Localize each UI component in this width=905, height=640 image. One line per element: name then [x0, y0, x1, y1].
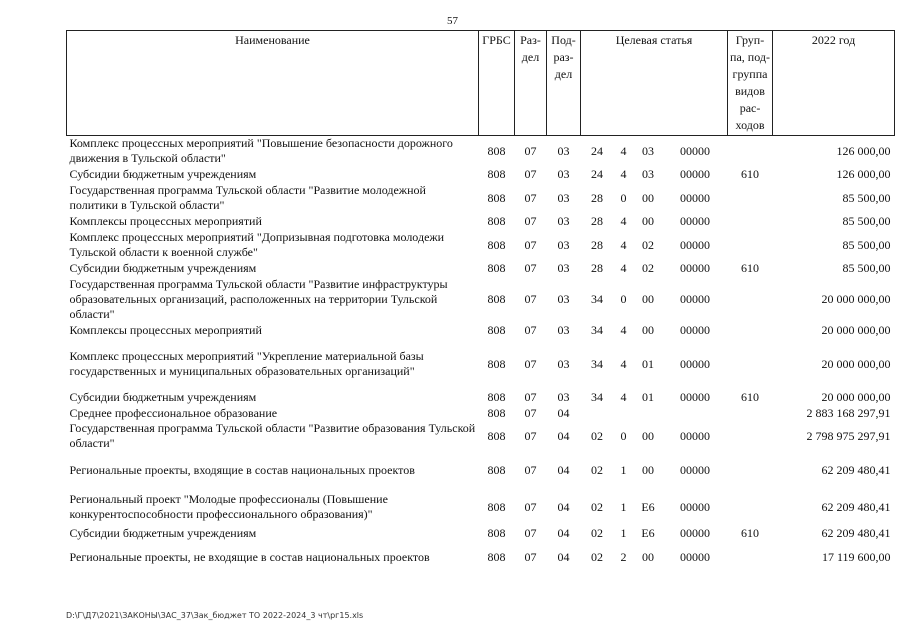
- cell-target-direction: 00000: [680, 549, 710, 564]
- cell-podrazdel: 03: [557, 323, 570, 337]
- cell-grbs: 808: [487, 499, 506, 514]
- cell-amount: 2 798 975 297,91: [806, 428, 891, 443]
- cell-grbs: 808: [487, 462, 506, 477]
- cell-target-type: [614, 406, 634, 421]
- cell-target-type: 1: [620, 462, 627, 477]
- cell-target-subprogram: Е6: [641, 526, 655, 540]
- cell-expense-group: 610: [741, 261, 760, 275]
- cell-podrazdel: 03: [557, 292, 570, 306]
- cell-amount: 62 209 480,41: [821, 526, 891, 540]
- cell-expense-group: [728, 489, 773, 525]
- cell-target-program: 34: [591, 292, 603, 306]
- cell-name: Комплексы процессных мероприятий: [69, 214, 262, 228]
- table-row: [67, 213, 895, 230]
- cell-amount: 20 000 000,00: [821, 356, 891, 371]
- cell-target-type: 4: [620, 167, 627, 181]
- cell-podrazdel: 03: [557, 261, 570, 275]
- cell-target-direction: 00000: [680, 167, 710, 181]
- cell-expense-group: [728, 339, 773, 389]
- cell-grbs: 808: [487, 406, 506, 420]
- cell-podrazdel: 04: [557, 526, 570, 540]
- header-year: 2022 год: [773, 31, 895, 136]
- cell-amount: 62 209 480,41: [821, 462, 891, 477]
- cell-target-direction: 00000: [680, 323, 710, 337]
- header-grbs: ГРБС: [479, 31, 515, 136]
- cell-target-direction: 00000: [680, 237, 710, 252]
- cell-name: Региональный проект "Молодые профессионалы (Повышение конкурентоспособности профессионального образования)": [69, 492, 388, 521]
- cell-podrazdel: 03: [557, 390, 570, 404]
- table-header-row: [67, 31, 895, 136]
- cell-name: Государственная программа Тульской области "Развитие молодежной политики в Тульской области": [69, 183, 426, 212]
- cell-target-direction: 00000: [680, 190, 710, 205]
- cell-target-subprogram: 01: [642, 390, 654, 404]
- budget-table: [66, 30, 895, 572]
- cell-podrazdel: 04: [557, 499, 570, 514]
- cell-razdel: 07: [524, 237, 537, 252]
- cell-amount: 62 209 480,41: [821, 499, 891, 514]
- cell-target-subprogram: 00: [642, 428, 654, 443]
- cell-target-program: 28: [591, 261, 603, 275]
- cell-amount: 126 000,00: [836, 167, 891, 181]
- cell-name: Комплекс процессных мероприятий "Допризывная подготовка молодежи Тульской области к военной службе": [69, 230, 445, 259]
- cell-target-program: 24: [591, 143, 603, 158]
- cell-target-direction: 00000: [680, 143, 710, 158]
- cell-expense-group: [728, 183, 773, 213]
- cell-target-subprogram: 01: [642, 356, 654, 371]
- cell-target-subprogram: 00: [642, 190, 654, 205]
- cell-razdel: 07: [524, 167, 537, 181]
- cell-name: Региональные проекты, входящие в состав национальных проектов: [69, 462, 415, 477]
- cell-target-direction: 00000: [680, 462, 710, 477]
- cell-razdel: 07: [524, 549, 537, 564]
- cell-target-program: 28: [591, 237, 603, 252]
- table-row: [67, 277, 895, 322]
- cell-amount: 2 883 168 297,91: [806, 406, 891, 420]
- cell-target-type: 0: [620, 190, 627, 205]
- cell-amount: 17 119 600,00: [821, 549, 891, 564]
- cell-target-type: 4: [620, 356, 627, 371]
- cell-podrazdel: 04: [557, 549, 570, 564]
- cell-target-direction: 00000: [680, 292, 710, 306]
- cell-target-subprogram: 00: [642, 549, 654, 564]
- cell-expense-group: [728, 213, 773, 230]
- cell-grbs: 808: [487, 190, 506, 205]
- cell-target-type: 0: [620, 428, 627, 443]
- cell-target-type: 0: [620, 292, 627, 306]
- cell-razdel: 07: [524, 292, 537, 306]
- table-row: [67, 451, 895, 489]
- cell-name: Субсидии бюджетным учреждениям: [69, 390, 257, 404]
- cell-target-direction: 00000: [680, 526, 710, 540]
- header-target-article: Целевая статья: [581, 31, 728, 136]
- cell-podrazdel: 04: [557, 406, 570, 420]
- table-row: [67, 542, 895, 572]
- table-row: [67, 322, 895, 339]
- cell-amount: 85 500,00: [842, 190, 891, 205]
- cell-grbs: 808: [487, 428, 506, 443]
- cell-target-direction: [663, 406, 728, 421]
- cell-target-type: 1: [620, 499, 627, 514]
- cell-grbs: 808: [487, 549, 506, 564]
- table-row: [67, 421, 895, 451]
- cell-target-program: 28: [591, 214, 603, 228]
- cell-target-type: 4: [620, 237, 627, 252]
- header-name: Наименование: [67, 31, 479, 136]
- table-row: [67, 230, 895, 260]
- table-body: [67, 136, 895, 573]
- cell-name: Среднее профессиональное образование: [69, 406, 278, 420]
- cell-podrazdel: 03: [557, 190, 570, 205]
- cell-razdel: 07: [524, 428, 537, 443]
- cell-target-subprogram: 00: [642, 214, 654, 228]
- table-row: [67, 183, 895, 213]
- cell-name: Комплекс процессных мероприятий "Повышение безопасности дорожного движения в Тульской области": [69, 136, 453, 165]
- cell-razdel: 07: [524, 356, 537, 371]
- cell-target-type: 2: [620, 549, 627, 564]
- cell-name: Комплексы процессных мероприятий: [69, 323, 262, 337]
- cell-name: Субсидии бюджетным учреждениям: [69, 167, 257, 181]
- cell-target-type: 1: [620, 526, 627, 540]
- cell-target-program: 28: [591, 190, 603, 205]
- cell-expense-group: [728, 542, 773, 572]
- cell-expense-group: 610: [741, 526, 760, 540]
- cell-target-subprogram: 03: [642, 167, 654, 181]
- cell-podrazdel: 03: [557, 167, 570, 181]
- cell-amount: 126 000,00: [836, 143, 891, 158]
- cell-expense-group: [728, 230, 773, 260]
- cell-target-program: 02: [591, 462, 603, 477]
- table-row: [67, 166, 895, 183]
- cell-target-program: 02: [591, 499, 603, 514]
- cell-target-direction: 00000: [680, 499, 710, 514]
- cell-razdel: 07: [524, 190, 537, 205]
- cell-podrazdel: 03: [557, 214, 570, 228]
- cell-target-subprogram: 00: [642, 292, 654, 306]
- header-razdel: Раз- дел: [515, 31, 547, 136]
- header-podrazdel: Под- раз- дел: [547, 31, 581, 136]
- cell-target-subprogram: 00: [642, 323, 654, 337]
- cell-amount: 20 000 000,00: [821, 292, 891, 306]
- cell-razdel: 07: [524, 499, 537, 514]
- cell-target-program: 02: [591, 526, 603, 540]
- cell-expense-group: [728, 451, 773, 489]
- cell-target-type: 4: [620, 323, 627, 337]
- table-row: [67, 489, 895, 525]
- cell-target-type: 4: [620, 261, 627, 275]
- cell-podrazdel: 03: [557, 143, 570, 158]
- file-path-footer: D:\Г\Д7\2021\ЗАКОНЫ\ЗАС_37\Зак_бюджет ТО 2022-2024_3 чт\рг15.xls: [66, 611, 364, 620]
- cell-grbs: 808: [487, 237, 506, 252]
- cell-target-subprogram: 02: [642, 261, 654, 275]
- cell-razdel: 07: [524, 390, 537, 404]
- cell-name: Комплекс процессных мероприятий "Укрепление материальной базы государственных и муниципальных образовательных организаций": [69, 349, 424, 378]
- cell-expense-group: [728, 136, 773, 167]
- cell-name: Государственная программа Тульской области "Развитие образования Тульской области": [69, 421, 476, 450]
- cell-razdel: 07: [524, 526, 537, 540]
- cell-name: Региональные проекты, не входящие в состав национальных проектов: [69, 549, 430, 564]
- cell-name: Субсидии бюджетным учреждениям: [69, 526, 257, 540]
- cell-target-type: 4: [620, 143, 627, 158]
- cell-grbs: 808: [487, 167, 506, 181]
- cell-grbs: 808: [487, 214, 506, 228]
- cell-expense-group: 610: [741, 390, 760, 404]
- cell-razdel: 07: [524, 261, 537, 275]
- cell-target-program: 02: [591, 428, 603, 443]
- cell-target-subprogram: Е6: [641, 499, 655, 514]
- cell-grbs: 808: [487, 261, 506, 275]
- cell-target-direction: 00000: [680, 428, 710, 443]
- cell-expense-group: [728, 277, 773, 322]
- header-expense-group: Груп- па, под- группа видов рас- ходов: [728, 31, 773, 136]
- table-row: [67, 389, 895, 406]
- cell-grbs: 808: [487, 323, 506, 337]
- cell-target-program: 34: [591, 323, 603, 337]
- table-row: [67, 260, 895, 277]
- cell-target-type: 4: [620, 390, 627, 404]
- cell-grbs: 808: [487, 526, 506, 540]
- cell-name: Государственная программа Тульской области "Развитие инфраструктуры образовательных организаций, расположенных на территории Тульской области": [69, 277, 448, 321]
- cell-target-direction: 00000: [680, 261, 710, 275]
- cell-razdel: 07: [524, 406, 537, 420]
- cell-amount: 85 500,00: [842, 214, 891, 228]
- cell-podrazdel: 04: [557, 428, 570, 443]
- cell-amount: 20 000 000,00: [821, 390, 891, 404]
- cell-grbs: 808: [487, 390, 506, 404]
- cell-expense-group: [728, 322, 773, 339]
- cell-target-program: 24: [591, 167, 603, 181]
- table-row: [67, 339, 895, 389]
- cell-grbs: 808: [487, 292, 506, 306]
- cell-target-direction: 00000: [680, 356, 710, 371]
- cell-name: Субсидии бюджетным учреждениям: [69, 261, 257, 275]
- cell-podrazdel: 03: [557, 356, 570, 371]
- cell-razdel: 07: [524, 323, 537, 337]
- cell-amount: 20 000 000,00: [821, 323, 891, 337]
- table-row: [67, 525, 895, 542]
- cell-target-direction: 00000: [680, 214, 710, 228]
- cell-expense-group: [728, 406, 773, 421]
- cell-target-subprogram: 03: [642, 143, 654, 158]
- cell-target-program: 34: [591, 390, 603, 404]
- cell-razdel: 07: [524, 214, 537, 228]
- table-row: [67, 406, 895, 421]
- cell-razdel: 07: [524, 143, 537, 158]
- cell-grbs: 808: [487, 356, 506, 371]
- cell-expense-group: 610: [741, 167, 760, 181]
- cell-target-program: 02: [591, 549, 603, 564]
- cell-amount: 85 500,00: [842, 237, 891, 252]
- page-number: 57: [447, 15, 458, 27]
- table-row: [67, 136, 895, 167]
- cell-target-subprogram: 02: [642, 237, 654, 252]
- cell-target-program: 34: [591, 356, 603, 371]
- cell-amount: 85 500,00: [842, 261, 891, 275]
- cell-target-program: [581, 406, 614, 421]
- cell-razdel: 07: [524, 462, 537, 477]
- cell-target-subprogram: 00: [642, 462, 654, 477]
- cell-grbs: 808: [487, 143, 506, 158]
- cell-expense-group: [728, 421, 773, 451]
- cell-podrazdel: 04: [557, 462, 570, 477]
- cell-target-direction: 00000: [680, 390, 710, 404]
- cell-podrazdel: 03: [557, 237, 570, 252]
- cell-target-type: 4: [620, 214, 627, 228]
- cell-target-subprogram: [634, 406, 663, 421]
